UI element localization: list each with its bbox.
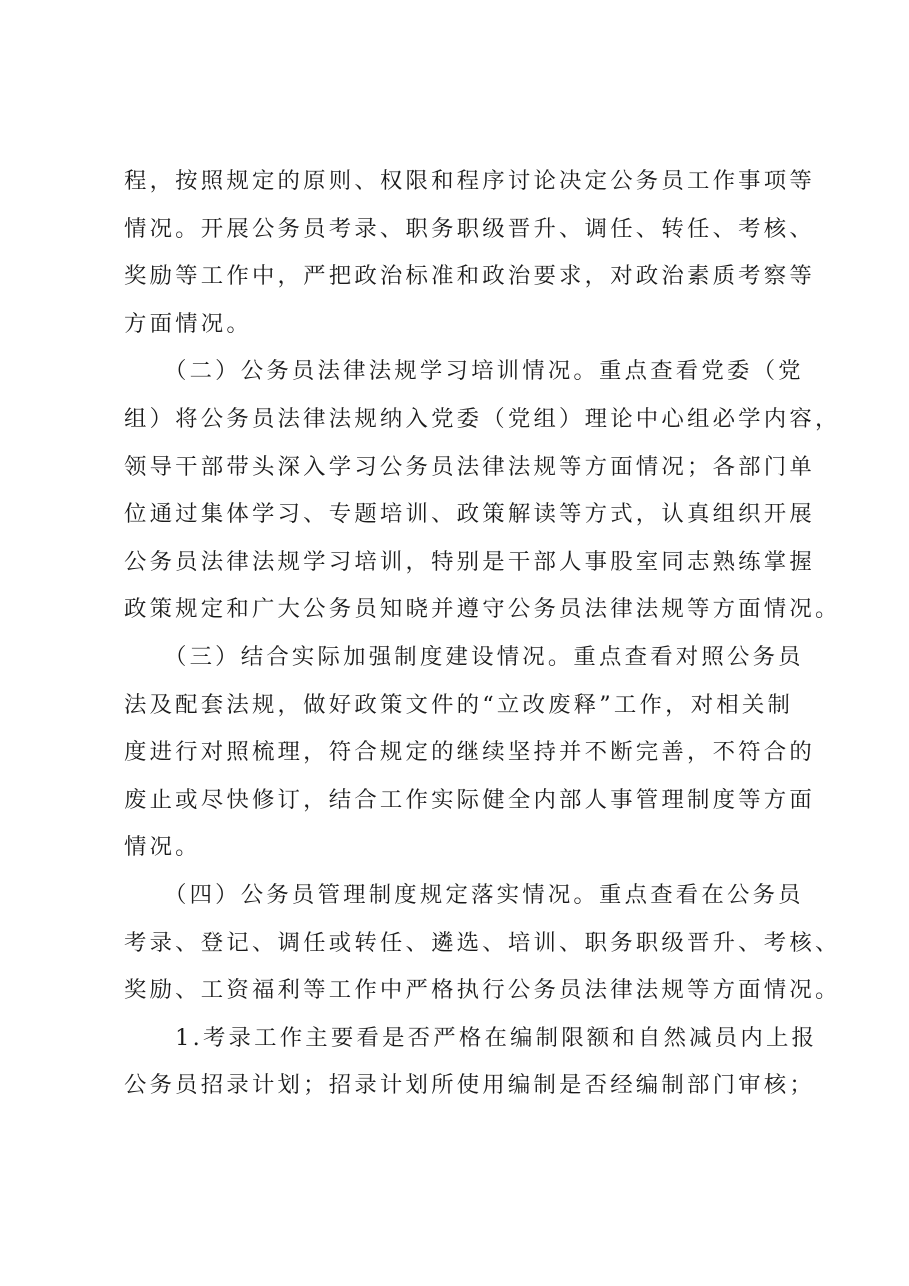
paragraph-heading-3: （三）结合实际加强制度建设情况。重点查看对照公务员 xyxy=(124,643,804,670)
text-line: 奖励、工资福利等工作中严格执行公务员法律法规等方面情况。 xyxy=(124,977,841,1004)
text-line: 公务员招录计划；招录计划所使用编制是否经编制部门审核； xyxy=(124,1072,815,1099)
text-line: 奖励等工作中，严把政治标准和政治要求，对政治素质考察等 xyxy=(124,263,815,290)
text-line: 度进行对照梳理，符合规定的继续坚持并不断完善，不符合的 xyxy=(124,739,815,766)
list-item-1: 1.考录工作主要看是否严格在编制限额和自然减员内上报 xyxy=(124,1024,818,1051)
text-line: 情况。 xyxy=(124,834,201,861)
text-line: 位通过集体学习、专题培训、政策解读等方式，认真组织开展 xyxy=(124,501,815,528)
text-line: 考录、登记、调任或转任、遴选、培训、职务职级晋升、考核、 xyxy=(124,929,841,956)
text-line: 政策规定和广大公务员知晓并遵守公务员法律法规等方面情况。 xyxy=(124,596,841,623)
text-line: 法及配套法规，做好政策文件的“立改废释”工作，对相关制 xyxy=(124,691,794,718)
text-line: 领导干部带头深入学习公务员法律法规等方面情况；各部门单 xyxy=(124,453,815,480)
paragraph-heading-4: （四）公务员管理制度规定落实情况。重点查看在公务员 xyxy=(124,881,804,908)
body-text xyxy=(124,158,841,1110)
text-line: 程，按照规定的原则、权限和程序讨论决定公务员工作事项等 xyxy=(124,168,815,194)
text-line: 废止或尽快修订，结合工作实际健全内部人事管理制度等方面 xyxy=(124,786,815,813)
paragraph-heading-2: （二）公务员法律法规学习培训情况。重点查看党委（党 xyxy=(124,358,804,385)
text-line: 情况。开展公务员考录、职务职级晋升、调任、转任、考核、 xyxy=(124,215,815,242)
text-line: 组）将公务员法律法规纳入党委（党组）理论中心组必学内容， xyxy=(124,405,841,432)
text-line: 方面情况。 xyxy=(124,310,252,337)
text-line: 公务员法律法规学习培训，特别是干部人事股室同志熟练掌握 xyxy=(124,548,815,575)
